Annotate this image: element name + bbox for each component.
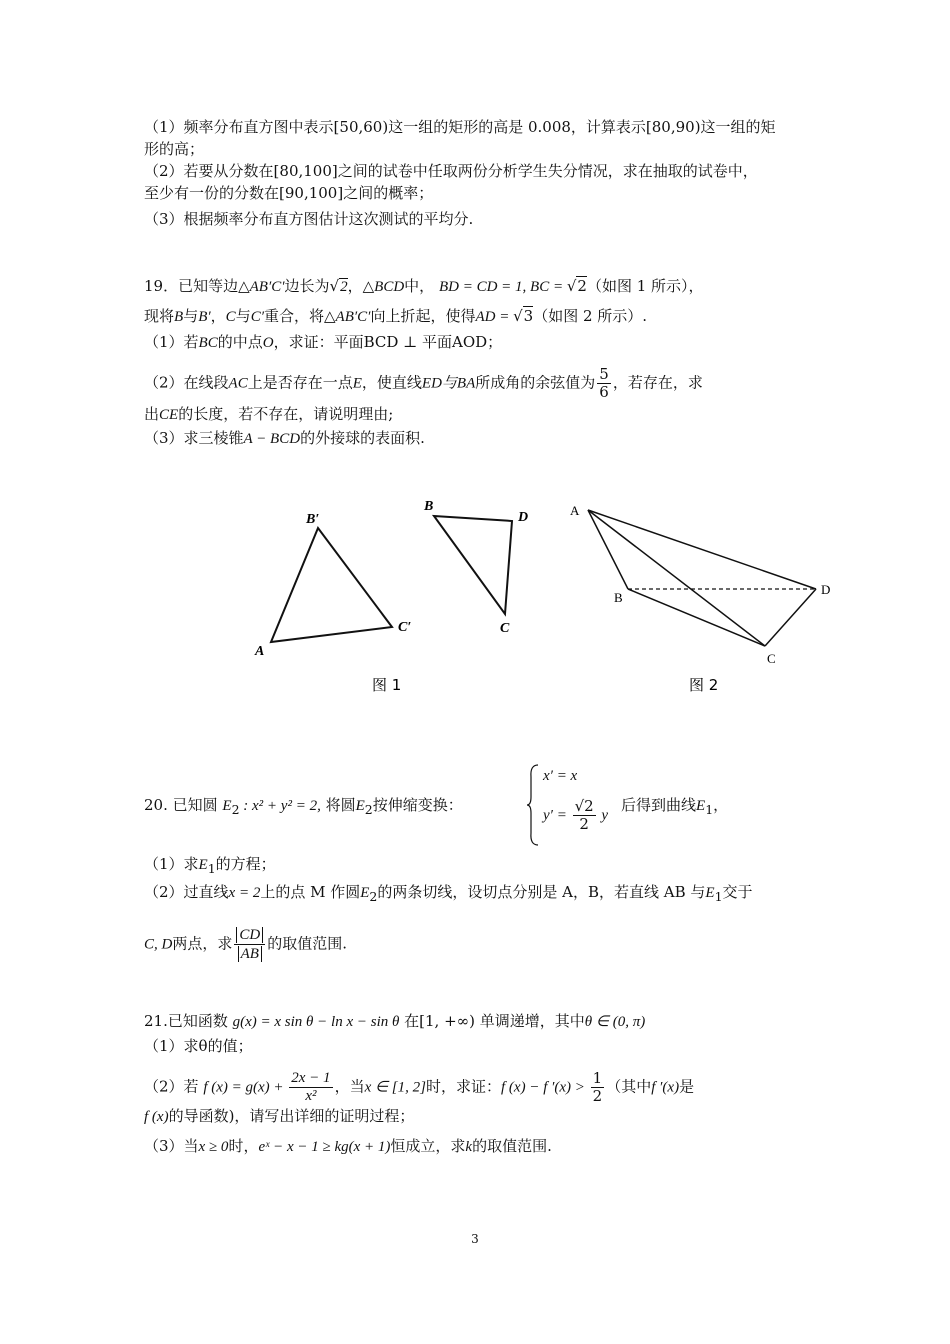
- q19-line1: 19．已知等边△AB′C′边长为√2，△BCD中， BD = CD = 1, BC = √2（如图 1 所示），: [144, 277, 704, 295]
- q20-system-eq2: y′ = $\frac{√2}{2}$ y: [543, 797, 609, 833]
- q18-part2-line2: 至少有一份的分数在[90,100]之间的概率；: [144, 184, 434, 202]
- fig1-triangle-ab-c: [271, 528, 392, 642]
- fig1-label-cprime: C′: [398, 620, 412, 635]
- fig1-triangle-bcd: [434, 516, 512, 614]
- q20-part2: （2）过直线x = 2上的点 M 作圆$E_2$的两条切线，设切点分别是 A，B，若直线 AB 与$E_1$交于: [144, 883, 753, 904]
- q20-part2-line2: C, D两点，求 $\frac{CD}{AB}$ 的取值范围.: [144, 927, 347, 962]
- q18-part2-line1: （2）若要从分数在[80,100]之间的试卷中任取两份分析学生失分情况，求在抽取的试卷中，: [144, 162, 758, 180]
- fig2-label-c: C: [767, 651, 776, 666]
- fig2-label-b: B: [614, 590, 623, 605]
- fig2-label-a: A: [570, 503, 580, 518]
- fraction-cd-over-ab: $\frac{CD}{AB}$: [234, 926, 265, 963]
- fig2-caption: 图 2: [689, 676, 719, 694]
- q20-system-eq1: x′ = x: [543, 768, 578, 784]
- q19-part3: （3）求三棱锥A − BCD的外接球的表面积.: [144, 429, 425, 447]
- q18-part1-line2: 形的高；: [144, 140, 205, 158]
- fig2-edge-bc: [628, 589, 765, 646]
- fig1-label-b: B: [424, 499, 434, 514]
- page-number: 3: [471, 1232, 479, 1246]
- q21-part2-line2: f (x)的导函数)，请写出详细的证明过程；: [144, 1107, 415, 1125]
- fraction-five-sixths: $\frac{5}{6}$: [599, 365, 609, 401]
- q19-part2: （2）在线段AC上是否存在一点E，使直线ED与BA所成角的余弦值为 $\frac{5}{6}$ ，若存在，求: [144, 365, 703, 401]
- fig1-label-bprime: B′: [306, 512, 320, 527]
- q21-part3: （3）当x ≥ 0时，eˣ − x − 1 ≥ kg(x + 1)恒成立，求k的取值范围.: [144, 1137, 552, 1155]
- fig1-label-d: D: [518, 510, 529, 525]
- q21-line1: 21.已知函数 g(x) = x sin θ − ln x − sin θ 在[1, +∞) 单调递增，其中θ ∈ (0, π): [144, 1012, 646, 1030]
- q20-system-brace: [526, 763, 540, 847]
- q19-part2-line2: 出CE的长度，若不存在，请说明理由;: [144, 405, 394, 423]
- q19-line2: 现将B与B′，C与C′重合，将△AB′C′向上折起，使得AD = √3（如图 2 所示）.: [144, 307, 648, 325]
- fig2-label-d: D: [821, 582, 831, 597]
- q20-line1-tail: 后得到曲线$E_1$，: [621, 796, 729, 817]
- fig2-edge-ac: [588, 510, 765, 646]
- fig1-label-c: C: [500, 621, 510, 636]
- fig1-label-a: A: [255, 644, 265, 659]
- q19-part1: （1）若BC的中点O，求证：平面BCD ⊥ 平面AOD；: [144, 333, 503, 351]
- q21-part2: （2）若 f (x) = g(x) + $\frac{2x - 1}{\text{x²}}$ ，当x ∈ [1, 2]时，求证：f (x) − f ′(x) > $\frac{1}{2}$ （其中f ′(x)是: [144, 1069, 695, 1105]
- q20-line1: 20. 已知圆 $E_2$ : x² + y² = 2, 将圆$E_2$按伸缩变换：: [144, 796, 463, 817]
- q18-part3: （3）根据频率分布直方图估计这次测试的平均分.: [144, 210, 474, 228]
- fig1-caption: 图 1: [372, 676, 402, 694]
- q21-part1: （1）求θ的值；: [144, 1037, 253, 1055]
- q20-part1: （1）求$E_1$的方程；: [144, 855, 276, 876]
- fig2-edge-cd: [765, 589, 816, 646]
- q18-part1-line1: （1）频率分布直方图中表示[50,60)这一组的矩形的高是 0.008，计算表示[80,90)这一组的矩: [144, 118, 776, 136]
